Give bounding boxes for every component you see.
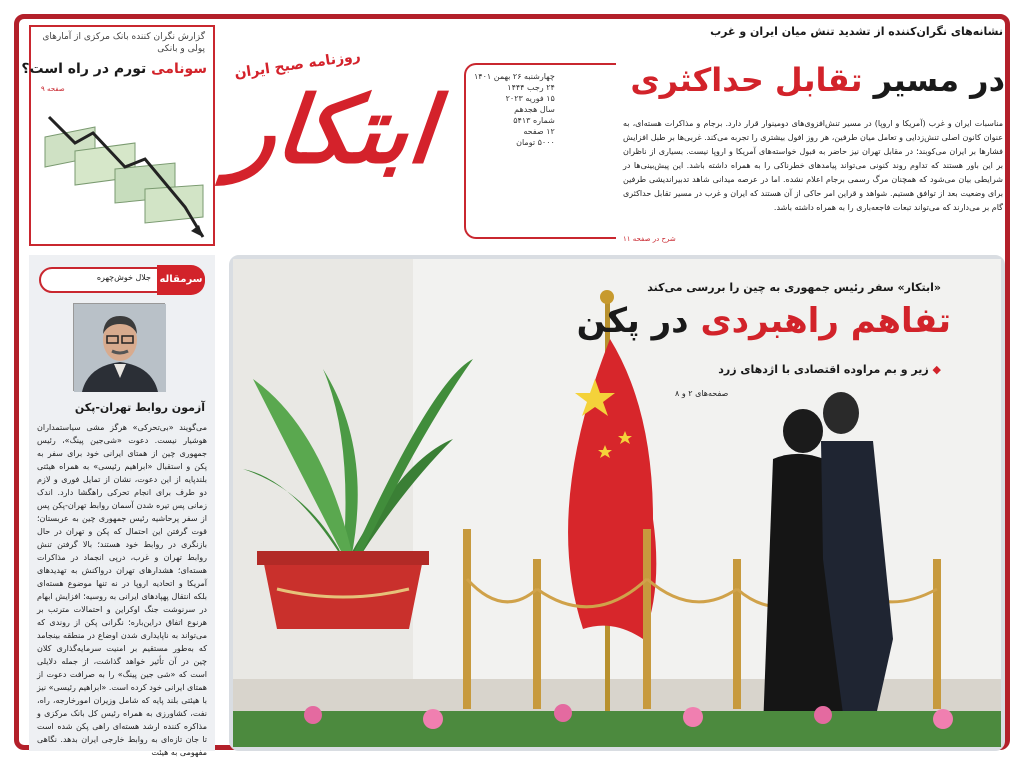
issue-date: چهارشنبه ۲۶ بهمن ۱۴۰۱ [474,72,555,81]
lead-headline-black: در مسیر [862,61,1005,99]
logo-subtitle: روزنامه صبح ایران [233,48,362,82]
teaser-headline-red: سونامی [151,61,207,77]
teaser-page-ref[interactable]: صفحه ۹ [41,85,65,93]
editorial-author: جلال خوش‌چهره [96,273,151,282]
editorial-tag: سرمقاله [157,265,205,295]
lead-headline-red: تقابل حداکثری [630,61,863,99]
issue-info-box [464,63,616,239]
issue-info-lines [474,71,555,148]
issue-date-gregorian: ۱۵ فوریه ۲۰۲۳ [505,94,555,103]
issue-date-hijri: ۲۴ رجب ۱۴۴۴ [507,83,555,92]
photo-story-kicker: «ابتکار» سفر رئیس جمهوری به چین را بررسی می‌کند [647,281,941,294]
lead-kicker: نشانه‌های نگران‌کننده از تشدید تنش میان ایران و غرب [710,25,1003,38]
teaser-kicker: گزارش نگران کننده بانک مرکزی از آمارهای پولی و بانکی [42,32,205,54]
inflation-teaser[interactable] [21,25,215,246]
editorial-title: آزمون روابط تهران-پکن [74,401,205,414]
editorial-column [29,255,215,757]
photo-story-headline-red: تفاهم راهبردی [700,301,951,341]
photo-story-headline [577,301,951,341]
teaser-headline-black: تورم در راه است؟ [21,61,152,77]
issue-price: ۵۰۰۰ تومان [516,138,555,147]
author-portrait [73,303,165,391]
editorial-header [39,267,205,293]
lead-story[interactable] [619,25,1007,249]
editorial-text: می‌گویند «بی‌تحرکی» هرگز مشی سیاستمداران هوشیار نیست. دعوت «شی‌جین پینگ»، رئیس جمهوری چین از همتای ایرانی خود برای سفر به پکن و استقبال «ابراهیم رئیسی» به همراه هیئتی بلندپایه از این دعوت، نشان از تمایل فوری و لازم دو طرف برای انجام تحرکی راهگشا دارد. اندک زمانی پس تیره شدن آسمان روابط تهران-پکن پس از سفر پرحاشیه رئیس جمهوری چین به عربستان؛ قوت گرفتن این احتمال که پکن و تهران در حال بازنگری در روابط خود هستند؛ بالا گرفتن تنش روابط تهران و غرب، درپی انجماد در مذاکرات هسته‌ای؛ هشدارهای تهران درواکنش به تهدیدهای آمریکا و اتحادیه اروپا در نه تنها موضوع هسته‌ای بلکه انتقال پهپادهای ایرانی به روسیه؛ افزایش ابهام در سرنوشت جنگ اوکراین و احتمالات مترتب بر هرنوع اتفاق دراین‌باره؛ نگرانی پکن از روندی که می‌تواند به ناپایداری شدن اوضاع در منطقه بینجامد که به‌طور مستقیم بر امنیت سرمایه‌گذاری کلان چین در آن تأثیر خواهد گذاشت، از جمله دلایلی است که «شی جین پینگ» را به صرافت دعوت از همتای ایرانی خود کرده است. «ابراهیم رئیسی» نیز با هیئتی بلند پایه که شامل وزیران امورخارجه، راه، نفت، کشاورزی به همراه رئیس کل بانک مرکزی و مذاکره کننده ارشد هسته‌ای راهی پکن شده است تا جان تازه‌ای به روابط خارجی ایران بدهد. نگاهی مفهومی به هیئت [37,423,207,757]
issue-number: شماره ۵۴۱۳ [513,116,555,125]
newspaper-logo [226,43,472,233]
photo-story-subhead [718,363,941,376]
issue-year: سال هجدهم [514,105,555,114]
banknote-chart-illustration [35,97,213,243]
photo-story-subhead-text: زیر و بم مراوده اقتصادی با اژدهای زرد [718,363,929,376]
bullet-icon: ◆ [928,363,941,376]
issue-pages: ۱۲ صفحه [523,127,555,136]
newspaper-frame [14,14,1010,757]
lead-continue-link[interactable]: شرح در صفحه ۱۱ [623,235,676,243]
photo-story-page-ref[interactable]: صفحه‌های ۲ و ۸ [675,389,729,398]
lead-headline [630,61,1005,99]
teaser-headline [21,61,207,77]
photo-story-headline-black: در پکن [576,301,701,341]
masthead [224,23,624,241]
logo-wordmark: ابتکار [226,76,440,184]
lead-body: مناسبات ایران و غرب (آمریکا و اروپا) در مسیر تنش‌افزوی‌های دومینوار قرار دارد. برجام و مذاکرات هسته‌ای، به عنوان کانون اصلی تنش‌زدایی و تعامل میان طرفین، هر روز افول بیشتری را تجربه می‌کند. غربی‌ها بر طبل افزایش فشارها بر ایران می‌کوبند؛ در مقابل تهران نیز حاضر به قبول خواسته‌های آمریکا و اروپا نیست. بسیاری از ناظران بر این باور هستند که تداوم روند کنونی می‌تواند پیامدهای خطرناکی را به همراه داشته باشد. این پیش‌بینی‌ها در شرایطی بیان می‌شود که همچنان مرگ رسمی برجام اعلام نشده. اما در عرصه میدانی شاهد تدبیراندیشی طرفین برای وضعیت بعد از توافق هستیم. شواهد و قراین امر حاکی از آن هستند که ایران و غرب در مسیر تقابل حداکثری گام بر می‌دارند که می‌تواند تبعات فاجعه‌باری را به همراه داشته باشد. [623,119,1003,212]
photo-story[interactable] [229,255,1005,751]
